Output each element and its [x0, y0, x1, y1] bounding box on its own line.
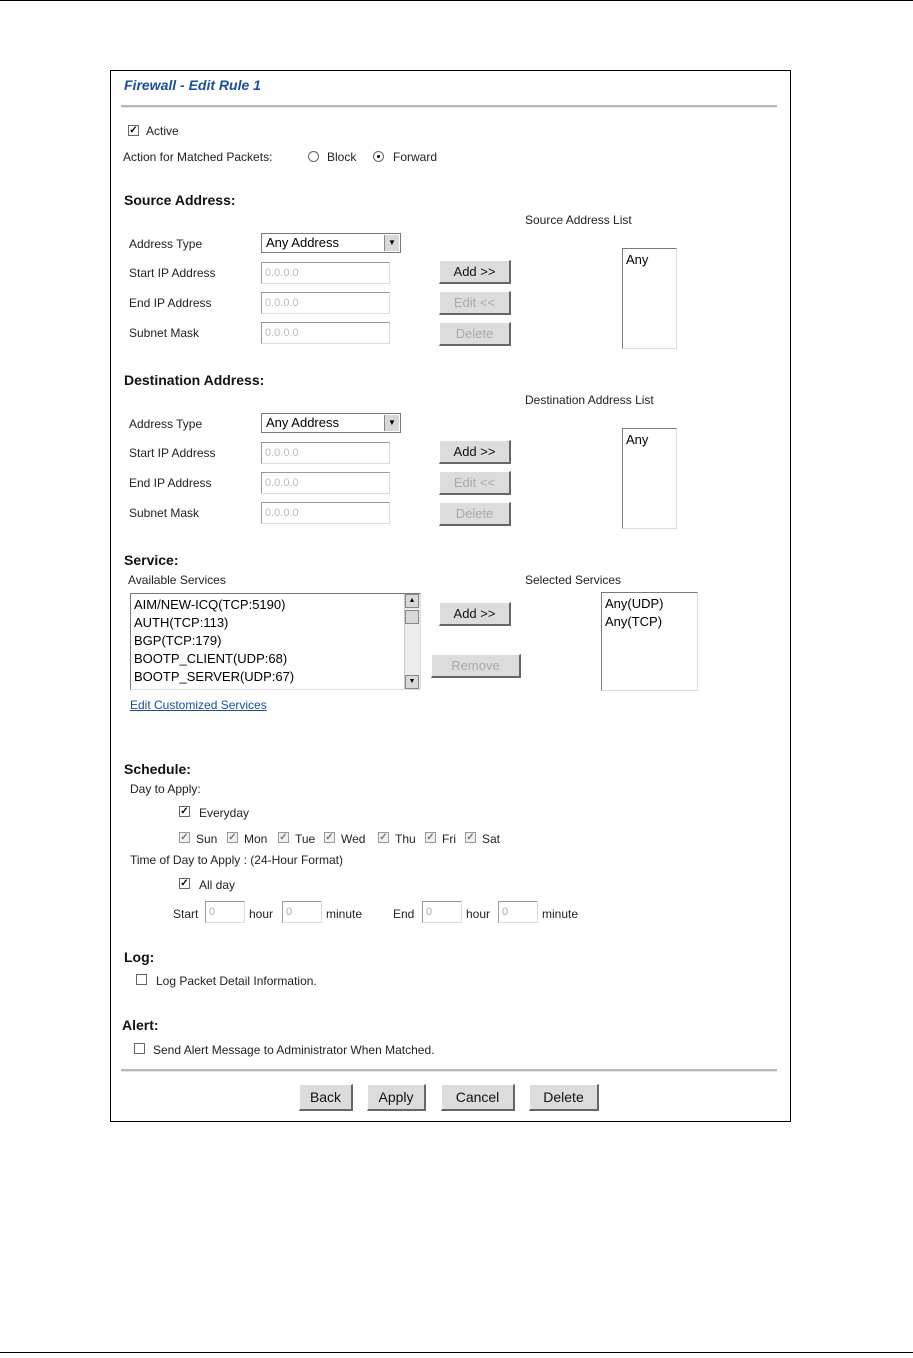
- wed-label: Wed: [341, 832, 366, 846]
- forward-label: Forward: [393, 150, 438, 164]
- log-detail-checkbox[interactable]: [136, 974, 147, 985]
- tue-checkbox[interactable]: ✓: [279, 832, 288, 843]
- destination-address-list[interactable]: [622, 428, 677, 529]
- log-detail-label: Log Packet Detail Information.: [156, 974, 317, 988]
- list-item[interactable]: BOOTP_CLIENT(UDP:68): [134, 651, 288, 666]
- source-start-ip-input[interactable]: 0.0.0.0: [261, 262, 390, 284]
- sat-checkbox[interactable]: ✓: [466, 832, 475, 843]
- allday-checkbox[interactable]: ✓: [180, 878, 189, 889]
- source-add-button[interactable]: Add >>: [439, 260, 511, 284]
- edit-rule-panel: [110, 70, 791, 1122]
- end-hour-label: hour: [466, 907, 491, 921]
- destination-edit-button[interactable]: Edit <<: [439, 471, 511, 495]
- sun-label: Sun: [196, 832, 218, 846]
- start-hour-label: hour: [249, 907, 274, 921]
- source-address-type-value: Any Address: [266, 235, 339, 250]
- alert-heading: Alert:: [122, 1017, 159, 1033]
- available-services-list[interactable]: [130, 593, 421, 690]
- destination-list-heading: Destination Address List: [525, 393, 654, 407]
- start-hour-input[interactable]: 0: [205, 901, 245, 923]
- block-radio[interactable]: [308, 151, 319, 162]
- send-alert-label: Send Alert Message to Administrator When Matched.: [153, 1043, 435, 1057]
- fri-checkbox[interactable]: ✓: [426, 832, 435, 843]
- tue-label: Tue: [295, 832, 316, 846]
- list-item[interactable]: Any(UDP): [605, 596, 664, 611]
- schedule-heading: Schedule:: [124, 761, 191, 777]
- page-bottom-rule: [0, 1352, 913, 1353]
- destination-add-button[interactable]: Add >>: [439, 440, 511, 464]
- time-of-day-label: Time of Day to Apply : (24-Hour Format): [130, 853, 343, 867]
- source-subnet-input[interactable]: 0.0.0.0: [261, 322, 390, 344]
- apply-button[interactable]: Apply: [367, 1084, 426, 1111]
- wed-checkbox[interactable]: ✓: [325, 832, 334, 843]
- action-label: Action for Matched Packets:: [123, 150, 273, 164]
- list-item[interactable]: AIM/NEW-ICQ(TCP:5190): [134, 597, 286, 612]
- delete-button[interactable]: Delete: [529, 1084, 599, 1111]
- destination-address-type-select[interactable]: [261, 413, 401, 433]
- destination-subnet-input[interactable]: 0.0.0.0: [261, 502, 390, 524]
- footer-divider: [121, 1069, 777, 1072]
- page-title: Firewall - Edit Rule 1: [124, 77, 261, 93]
- start-minute-label: minute: [326, 907, 363, 921]
- source-start-ip-label: Start IP Address: [129, 266, 216, 280]
- selected-services-label: Selected Services: [525, 573, 622, 587]
- service-heading: Service:: [124, 552, 179, 568]
- destination-delete-button[interactable]: Delete: [439, 502, 511, 526]
- cancel-button[interactable]: Cancel: [441, 1084, 515, 1111]
- chevron-down-icon: ▼: [384, 235, 399, 251]
- list-item[interactable]: BGP(TCP:179): [134, 633, 222, 648]
- service-remove-button[interactable]: Remove: [431, 654, 521, 678]
- source-end-ip-label: End IP Address: [129, 296, 212, 310]
- active-label: Active: [146, 124, 179, 138]
- source-address-type-select[interactable]: [261, 233, 401, 253]
- destination-end-ip-label: End IP Address: [129, 476, 212, 490]
- edit-customized-services-link[interactable]: Edit Customized Services: [130, 698, 267, 712]
- end-label: End: [393, 907, 415, 921]
- scroll-down-icon[interactable]: ▼: [405, 675, 419, 689]
- sun-checkbox[interactable]: ✓: [180, 832, 189, 843]
- destination-heading: Destination Address:: [124, 372, 265, 388]
- source-heading: Source Address:: [124, 192, 236, 208]
- end-minute-label: minute: [542, 907, 579, 921]
- forward-radio[interactable]: [373, 151, 384, 162]
- page-top-rule: [0, 0, 913, 1]
- destination-address-type-value: Any Address: [266, 415, 339, 430]
- end-minute-input[interactable]: 0: [498, 901, 538, 923]
- send-alert-checkbox[interactable]: [134, 1043, 145, 1054]
- end-hour-input[interactable]: 0: [422, 901, 462, 923]
- source-address-type-label: Address Type: [129, 237, 203, 251]
- scroll-up-icon[interactable]: ▲: [405, 594, 419, 608]
- destination-end-ip-input[interactable]: 0.0.0.0: [261, 472, 390, 494]
- block-label: Block: [327, 150, 357, 164]
- scroll-thumb[interactable]: [405, 610, 419, 624]
- start-label: Start: [173, 907, 199, 921]
- everyday-label: Everyday: [199, 806, 250, 820]
- destination-start-ip-label: Start IP Address: [129, 446, 216, 460]
- log-heading: Log:: [124, 949, 155, 965]
- source-address-list[interactable]: [622, 248, 677, 349]
- destination-subnet-label: Subnet Mask: [129, 506, 200, 520]
- fri-label: Fri: [442, 832, 456, 846]
- mon-checkbox[interactable]: ✓: [228, 832, 237, 843]
- thu-label: Thu: [395, 832, 416, 846]
- list-item[interactable]: Any: [626, 252, 649, 267]
- thu-checkbox[interactable]: ✓: [379, 832, 388, 843]
- mon-label: Mon: [244, 832, 268, 846]
- service-add-button[interactable]: Add >>: [439, 602, 511, 626]
- title-divider: [121, 105, 777, 108]
- source-delete-button[interactable]: Delete: [439, 322, 511, 346]
- everyday-checkbox[interactable]: ✓: [180, 806, 189, 817]
- back-button[interactable]: Back: [299, 1084, 353, 1111]
- list-item[interactable]: Any(TCP): [605, 614, 663, 629]
- list-item[interactable]: BOOTP_SERVER(UDP:67): [134, 669, 295, 684]
- active-checkbox[interactable]: ✓: [129, 125, 138, 136]
- source-list-heading: Source Address List: [525, 213, 632, 227]
- destination-address-type-label: Address Type: [129, 417, 203, 431]
- available-services-label: Available Services: [128, 573, 226, 587]
- selected-services-list[interactable]: [601, 592, 698, 691]
- allday-label: All day: [199, 878, 236, 892]
- day-to-apply-label: Day to Apply:: [130, 782, 201, 796]
- destination-start-ip-input[interactable]: 0.0.0.0: [261, 442, 390, 464]
- start-minute-input[interactable]: 0: [282, 901, 322, 923]
- source-subnet-label: Subnet Mask: [129, 326, 200, 340]
- source-edit-button[interactable]: Edit <<: [439, 291, 511, 315]
- source-end-ip-input[interactable]: 0.0.0.0: [261, 292, 390, 314]
- available-services-scrollbar[interactable]: [404, 594, 420, 689]
- list-item[interactable]: AUTH(TCP:113): [134, 615, 229, 630]
- chevron-down-icon: ▼: [384, 415, 399, 431]
- sat-label: Sat: [482, 832, 501, 846]
- list-item[interactable]: Any: [626, 432, 649, 447]
